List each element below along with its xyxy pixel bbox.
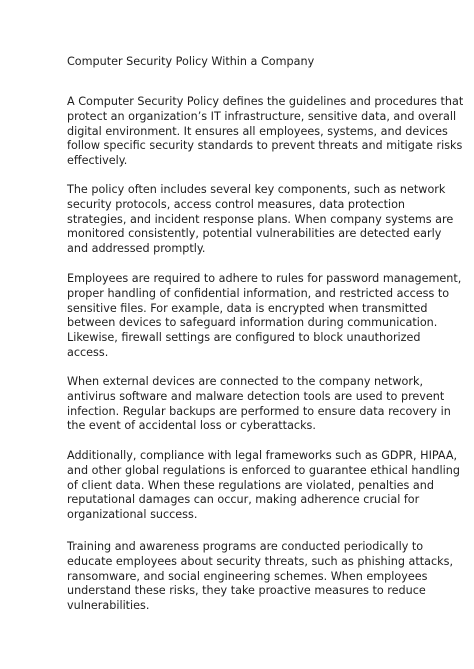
page-title: Computer Security Policy Within a Company [67, 55, 315, 68]
paragraph-line: between devices to safeguard information during communication. [67, 316, 438, 330]
paragraph-line: protect an organization’s IT infrastructure, sensitive data, and overall [67, 109, 457, 123]
paragraph-line: and addressed promptly. [67, 242, 206, 256]
paragraph-employees [67, 272, 462, 361]
paragraph-line: organizational success. [67, 508, 198, 522]
paragraph-line: antivirus software and malware detection tools are used to prevent [67, 389, 445, 403]
paragraph-external-devices [67, 375, 451, 434]
paragraph-line: security protocols, access control measures, data protection [67, 197, 406, 211]
paragraph-components [67, 183, 454, 257]
paragraph-intro [67, 95, 464, 169]
paragraph-line: proper handling of confidential information, and restricted access to [67, 286, 450, 300]
paragraph-line: the event of accidental loss or cyberattacks. [67, 419, 316, 433]
paragraph-line: Employees are required to adhere to rules for password management, [67, 272, 462, 285]
paragraph-line: strategies, and incident response plans. When company systems are [67, 212, 454, 226]
paragraph-line: follow specific security standards to prevent threats and mitigate risks [67, 139, 463, 153]
paragraph-line: of client data. When these regulations are violated, penalties and [67, 478, 434, 492]
paragraph-line: access. [67, 345, 109, 359]
paragraph-line: ransomware, and social engineering schemes. When employees [67, 569, 428, 583]
paragraph-line: monitored consistently, potential vulnerabilities are detected early [67, 227, 442, 241]
paragraph-line: Additionally, compliance with legal frameworks such as GDPR, HIPAA, [67, 449, 458, 462]
paragraph-line: The policy often includes several key components, such as network [67, 183, 446, 196]
paragraph-line: A Computer Security Policy defines the guidelines and procedures that [67, 95, 464, 108]
paragraph-line: infection. Regular backups are performed to ensure data recovery in [67, 404, 451, 418]
paragraph-line: sensitive files. For example, data is encrypted when transmitted [67, 301, 428, 315]
paragraph-line: vulnerabilities. [67, 599, 150, 613]
paragraph-line: educate employees about security threats, such as phishing attacks, [67, 554, 454, 568]
paragraph-line: When external devices are connected to the company network, [67, 375, 423, 388]
paragraph-compliance [67, 449, 460, 523]
paragraph-line: understand these risks, they take proactive measures to reduce [67, 584, 426, 598]
paragraph-line: digital environment. It ensures all employees, systems, and devices [67, 124, 448, 138]
paragraph-line: effectively. [67, 154, 128, 168]
paragraph-line: reputational damages can occur, making adherence crucial for [67, 493, 420, 507]
paragraph-line: Training and awareness programs are conducted periodically to [67, 540, 424, 553]
paragraph-training [67, 540, 454, 614]
paragraph-line: Likewise, firewall settings are configured to block unauthorized [67, 331, 421, 345]
paragraph-line: and other global regulations is enforced to guarantee ethical handling [67, 463, 460, 477]
